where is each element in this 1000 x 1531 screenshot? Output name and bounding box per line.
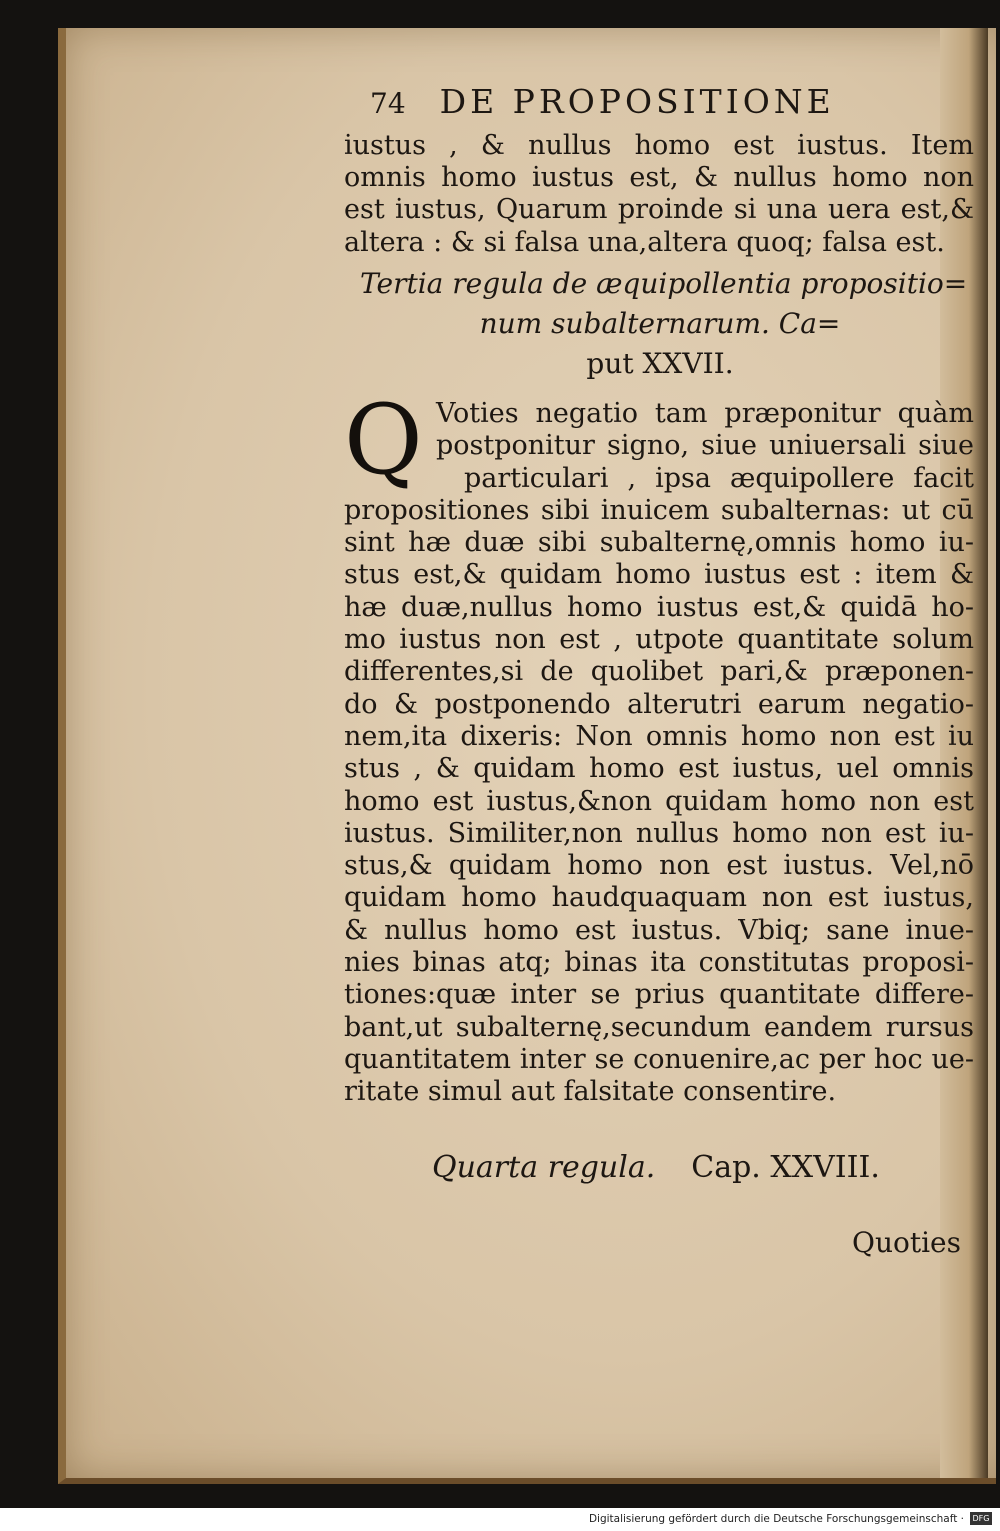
- running-header: [370, 82, 890, 121]
- text-line: stus est,& quidam homo iustus est : item &: [344, 559, 974, 591]
- text-line: tiones:quæ inter se prius quantitate differe-: [344, 979, 974, 1011]
- dfg-logo-icon: DFG: [970, 1512, 992, 1525]
- text-line: stus , & quidam homo est iustus, uel omnis: [344, 753, 974, 785]
- chapter-heading: [360, 264, 968, 384]
- text-line: iustus , & nullus homo est iustus. Item: [344, 130, 974, 161]
- heading-line: Tertia regula de æquipollentia propositio=: [360, 267, 968, 300]
- text-line: ritate simul aut falsitate consentire.: [344, 1076, 837, 1108]
- text-line: quidam homo haudquaquam non est iustus,: [344, 882, 974, 914]
- text-line: stus,& quidam homo non est iustus. Vel,nō: [344, 850, 974, 882]
- text-line: & nullus homo est iustus. Vbiq; sane inue-: [344, 914, 974, 946]
- text-line: quantitatem inter se conuenire,ac per hoc ue-: [344, 1043, 974, 1075]
- page-number: 74: [370, 87, 406, 120]
- running-title: DE PROPOSITIONE: [439, 82, 835, 121]
- section-heading: [432, 1150, 912, 1185]
- text-line: Voties negatio tam præponitur quàm: [436, 398, 974, 429]
- heading-line: put XXVII.: [586, 347, 734, 380]
- text-line: propositiones sibi inuicem subalternas: ut cū: [344, 494, 974, 526]
- heading-line: num subalternarum. Ca=: [479, 307, 841, 340]
- main-paragraph: [344, 398, 974, 1109]
- text-line: est iustus, Quarum proinde si una uera est,&: [344, 194, 974, 226]
- top-paragraph: [344, 130, 974, 259]
- text-line: nem,ita dixeris: Non omnis homo non est iu: [344, 720, 974, 752]
- text-line: altera : & si falsa una,altera quoq; falsa est.: [344, 226, 945, 258]
- text-line: nies binas atq; binas ita constitutas proposi-: [344, 947, 974, 979]
- footer-credit: Digitalisierung gefördert durch die Deutsche Forschungsgemeinschaft ·: [588, 1513, 964, 1525]
- drop-capital: Q: [344, 384, 423, 496]
- text-line: sint hæ duæ sibi subalternę,omnis homo iu-: [344, 527, 974, 559]
- text-line: bant,ut subalternę,secundum eandem rursus: [344, 1011, 974, 1043]
- chapter-number: Cap. XXVIII.: [691, 1150, 880, 1185]
- text-line: omnis homo iustus est, & nullus homo non: [344, 162, 974, 194]
- text-line: do & postponendo alterutri earum negatio-: [344, 688, 974, 720]
- text-line: differentes,si de quolibet pari,& præponen-: [344, 656, 974, 688]
- text-line: mo iustus non est , utpote quantitate solum: [344, 624, 974, 656]
- text-line: particulari , ipsa æquipollere facit: [464, 462, 974, 494]
- text-line: hæ duæ,nullus homo iustus est,& quidā ho-: [344, 591, 974, 623]
- text-line: iustus. Similiter,non nullus homo non est iu-: [344, 817, 974, 849]
- text-line: postponitur signo, siue uniuersali siue: [436, 430, 974, 462]
- text-line: homo est iustus,&non quidam homo non est: [344, 785, 974, 817]
- catchword: Quoties: [852, 1226, 961, 1259]
- digitization-footer: [0, 1508, 1000, 1531]
- section-title: Quarta regula.: [432, 1150, 656, 1185]
